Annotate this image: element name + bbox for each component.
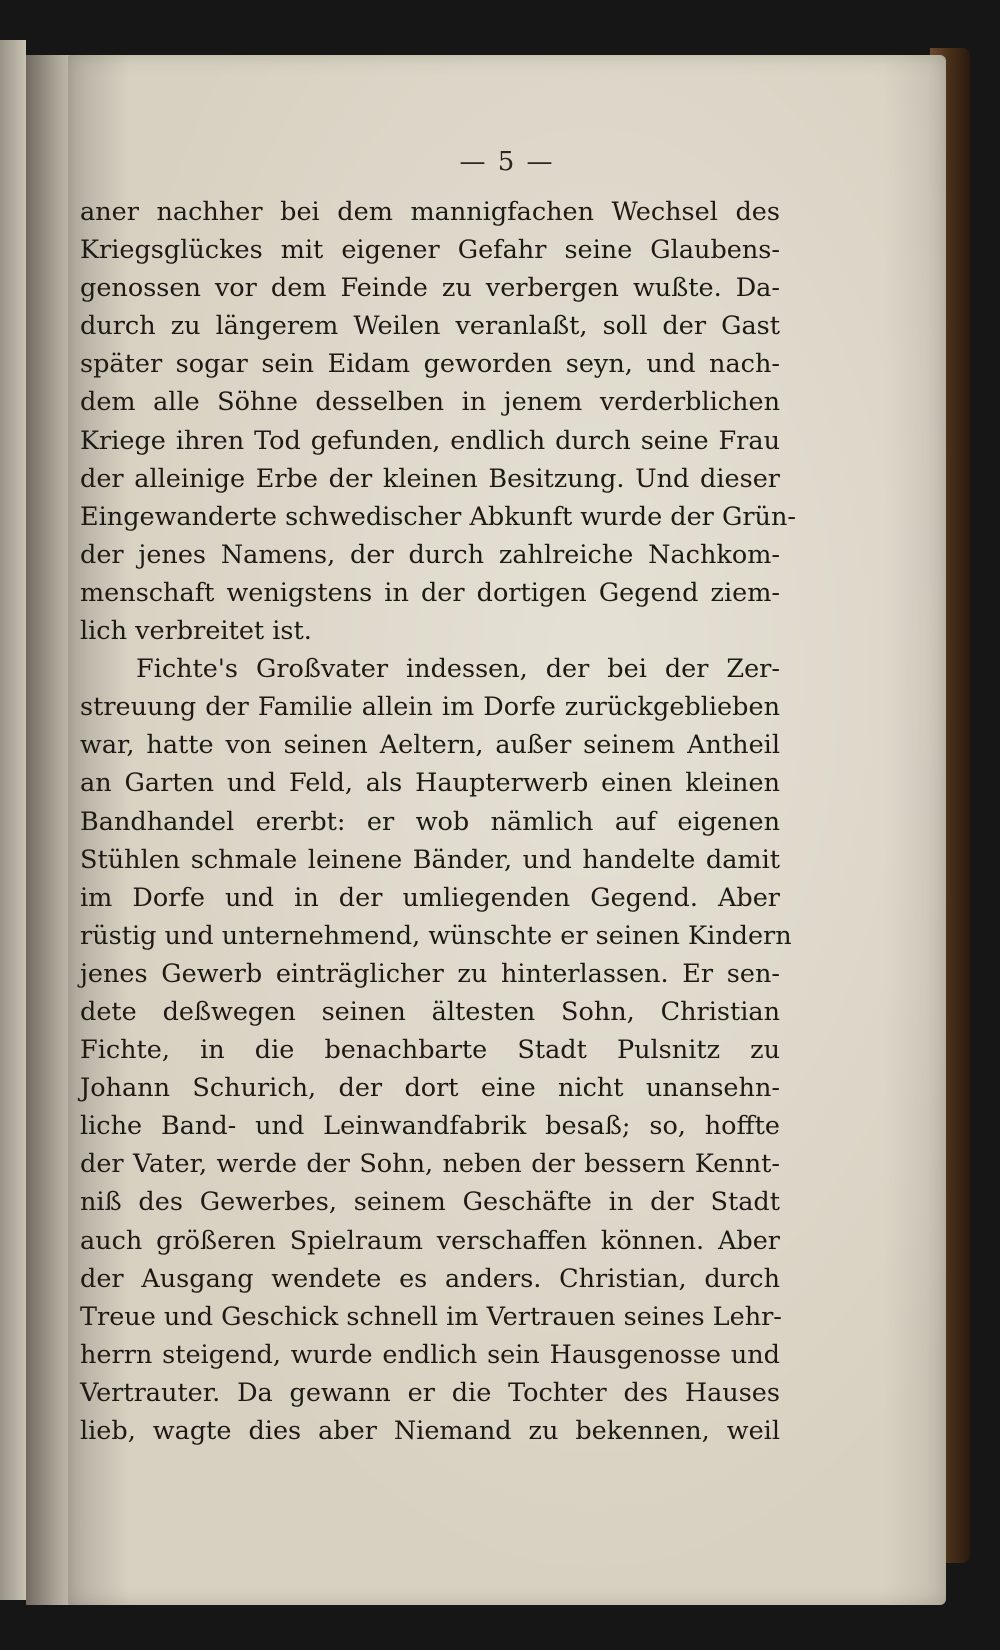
text-line: Eingewanderte schwedischer Abkunft wurde der Grün- [80, 501, 796, 532]
text-line: Johann Schurich, der dort eine nicht unansehn- [80, 1073, 780, 1104]
text-line: Fichte's Großvater indessen, der bei der Zer- [136, 654, 780, 685]
text-line: auch größeren Spielraum verschaffen können. Aber [80, 1225, 780, 1256]
text-line: der Vater, werde der Sohn, neben der bessern Kennt- [80, 1149, 780, 1180]
text-line: Bandhandel ererbt: er wob nämlich auf eigenen [80, 806, 780, 837]
text-line: Stühlen schmale leinene Bänder, und handelte damit [80, 844, 780, 875]
text-line: Kriege ihren Tod gefunden, endlich durch seine Frau [80, 425, 780, 456]
text-line: Kriegsglückes mit eigener Gefahr seine Glaubens- [80, 235, 780, 266]
text-line: rüstig und unternehmend, wünschte er seinen Kindern [80, 920, 792, 951]
text-line: dete deßwegen seinen ältesten Sohn, Christian [80, 996, 780, 1027]
text-line: herrn steigend, wurde endlich sein Hausgenosse und [80, 1339, 780, 1370]
text-line: liche Band- und Leinwandfabrik besaß; so, hoffte [80, 1111, 780, 1142]
text-line: Fichte, in die benachbarte Stadt Pulsnitz zu [80, 1035, 780, 1066]
text-line: an Garten und Feld, als Haupterwerb einen kleinen [80, 768, 780, 799]
text-line: niß des Gewerbes, seinem Geschäfte in der Stadt [80, 1187, 780, 1218]
text-line: dem alle Söhne desselben in jenem verderblichen [80, 387, 780, 418]
text-line: war, hatte von seinen Aeltern, außer seinem Antheil [80, 730, 780, 761]
text-line: Treue und Geschick schnell im Vertrauen seines Lehr- [80, 1301, 782, 1332]
text-line: jenes Gewerb einträglicher zu hinterlassen. Er sen- [80, 958, 780, 989]
text-line: lich verbreitet ist. [80, 616, 312, 647]
text-line: der jenes Namens, der durch zahlreiche Nachkom- [80, 539, 780, 570]
left-page-edge [0, 40, 26, 1600]
text-line: aner nachher bei dem mannigfachen Wechsel des [80, 197, 780, 227]
page-number-header: — 5 — [459, 147, 555, 177]
text-line: Vertrauter. Da gewann er die Tochter des Hauses [80, 1377, 780, 1408]
text-line: später sogar sein Eidam geworden seyn, und nach- [80, 349, 780, 380]
book-page [68, 55, 946, 1605]
text-line: der alleinige Erbe der kleinen Besitzung. Und dieser [80, 463, 780, 494]
text-line: menschaft wenigstens in der dortigen Gegend ziem- [80, 577, 780, 608]
text-line: der Ausgang wendete es anders. Christian, durch [80, 1263, 780, 1294]
text-line: im Dorfe und in der umliegenden Gegend. Aber [80, 882, 780, 913]
text-line: durch zu längerem Weilen veranlaßt, soll der Gast [80, 311, 780, 342]
text-line: genossen vor dem Feinde zu verbergen wußte. Da- [80, 273, 780, 304]
text-line: lieb, wagte dies aber Niemand zu bekennen, weil [80, 1416, 780, 1446]
text-line: streuung der Familie allein im Dorfe zurückgeblieben [80, 692, 780, 723]
body-text [80, 193, 796, 1450]
